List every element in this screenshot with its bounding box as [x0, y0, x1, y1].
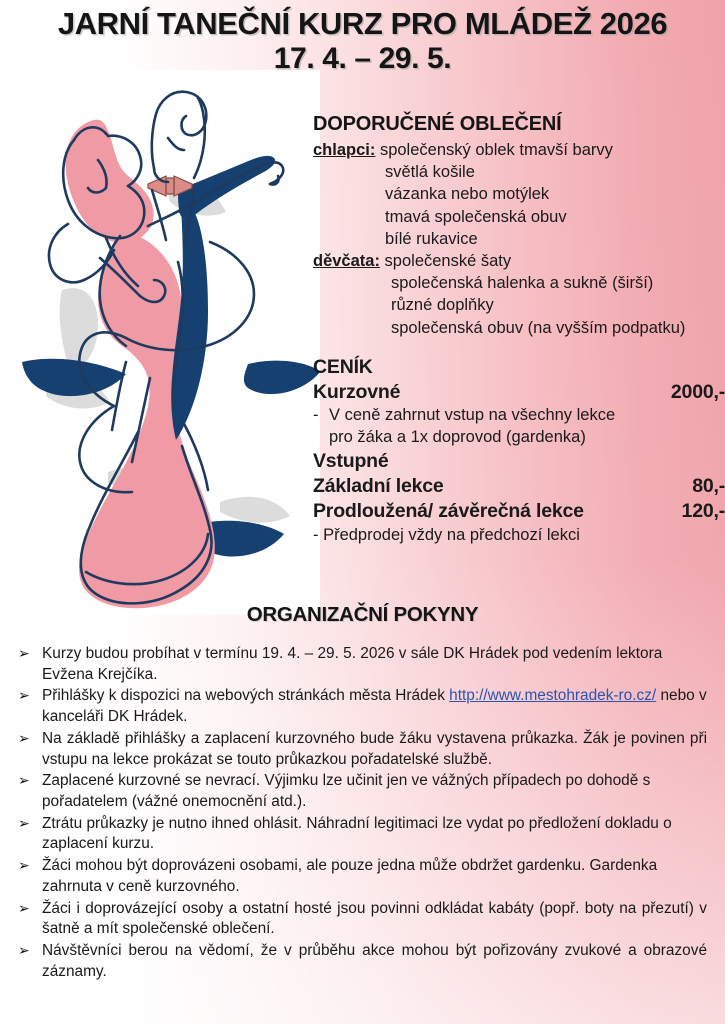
clothing-heading: DOPORUČENÉ OBLEČENÍ [313, 113, 562, 135]
list-item [0, 941, 725, 982]
list-item-pre: Zaplacené kurzovné se nevrací. Výjimku lze učinit jen ve vážných případech po dohodě s pořadatelem (vážné onemocnění atd.). [42, 772, 651, 811]
page-subtitle-dates: 17. 4. – 29. 5. [273, 41, 452, 75]
pricing-extended-lesson-row [313, 499, 725, 524]
list-item-post: nebo v kanceláři DK Hrádek. [42, 687, 707, 726]
arrow-bullet-icon: ➢ [18, 814, 30, 831]
arrow-bullet-icon: ➢ [18, 942, 30, 959]
list-item [0, 686, 725, 727]
list-item [0, 856, 725, 897]
pricing-course-fee-row [313, 380, 725, 405]
list-item-text [42, 814, 725, 855]
clothing-boys-label: chlapci: [313, 141, 376, 159]
list-item [0, 899, 725, 940]
pricing-section [313, 355, 725, 547]
list-item-text [42, 941, 725, 982]
list-item [0, 644, 725, 685]
arrow-bullet-icon: ➢ [18, 729, 30, 746]
pricing-extended-lesson-label: Prodloužená/ závěrečná lekce [313, 500, 584, 523]
clothing-boys-item-row: bílé rukavice [385, 229, 478, 248]
organizational-section [0, 603, 725, 984]
arrow-bullet-icon: ➢ [18, 772, 30, 789]
list-item-pre: Ztrátu průkazky je nutno ihned ohlásit. Náhradní legitimaci lze vydat po předložení dokladu o zaplacení kurzu. [42, 814, 672, 853]
arrow-bullet-icon: ➢ [18, 857, 30, 874]
pricing-spacer [400, 380, 671, 405]
list-item-text [42, 899, 725, 940]
pricing-course-note-line-2 [313, 427, 725, 449]
clothing-girls-item-row: různé doplňky [391, 296, 494, 315]
list-item-text [42, 771, 725, 812]
list-item-text [42, 729, 725, 770]
clothing-boys-item-row: světlá košile [385, 163, 475, 182]
woman-back-arm [49, 224, 84, 282]
list-item [0, 771, 725, 812]
arrow-bullet-icon: ➢ [18, 687, 30, 704]
poster-header [0, 6, 725, 77]
pricing-spacer [444, 474, 693, 499]
list-item-pre: Žáci mohou být doprovázeni osobami, ale pouze jedna může obdržet gardenku. Gardenka zahrnuta v ceně kurzovného. [42, 857, 658, 895]
list-item [0, 814, 725, 855]
dancing-couple-illustration [2, 72, 320, 612]
pricing-basic-lesson-row [313, 474, 725, 499]
clothing-girls-item-row: společenská halenka a sukně (širší) [391, 274, 654, 293]
list-item-pre: Na základě přihlášky a zaplacení kurzovného bude žáku vystavena průkazka. Žák je povinen při vstupu na lekce prokázat se touto průkazkou pořadatelské službě. [42, 729, 707, 768]
pricing-heading: CENÍK [313, 355, 373, 378]
pricing-note-dash: - [313, 405, 319, 424]
pricing-course-fee-value: 2000,- [670, 380, 725, 403]
pricing-note-text: V ceně zahrnut vstup na všechny lekce [329, 405, 616, 424]
organizational-heading: ORGANIZAČNÍ POKYNY [246, 603, 479, 626]
list-item-pre: Kurzy budou probíhat v termínu 19. 4. – 29. 5. 2026 v sále DK Hrádek pod vedením lektora Evžena Krejčíka. [42, 645, 663, 683]
clothing-girls-label: děvčata: [313, 251, 380, 270]
clothing-boys-item-row: tmavá společenská obuv [385, 207, 567, 226]
clothing-girls-item-0: společenské šaty [384, 251, 512, 270]
list-item-text [42, 856, 725, 897]
list-item [0, 729, 725, 770]
pricing-entry-heading: Vstupné [313, 449, 389, 472]
clothing-girls-item-row: společenská obuv (na vyšším podpatku) [391, 318, 686, 337]
pricing-basic-lesson-value: 80,- [692, 474, 725, 497]
page-title: JARNÍ TANEČNÍ KURZ PRO MLÁDEŽ 2026 [57, 6, 668, 41]
organizational-list [0, 644, 725, 983]
pricing-course-note-line-1 [313, 405, 725, 427]
list-item-pre: Žáci i doprovázející osoby a ostatní hosté jsou povinni odkládat kabáty (popř. boty na přezutí) v šatně a mít společenské oblečení. [42, 899, 707, 938]
list-item-pre: Návštěvníci berou na vědomí, že v průběhu akce mohou být pořizovány zvukové a obrazové záznamy. [42, 942, 707, 980]
man-head-outline [152, 92, 206, 168]
pricing-basic-lesson-label: Základní lekce [313, 474, 444, 497]
list-item-text [42, 644, 725, 685]
pricing-presale-note: - Předprodej vždy na předchozí lekci [313, 525, 580, 544]
clothing-boys-item-0: společenský oblek tmavší barvy [379, 141, 613, 159]
website-link[interactable]: http://www.mestohradek-ro.cz/ [449, 687, 657, 705]
list-item-pre: Přihlášky k dispozici na webových stránkách města Hrádek [42, 687, 450, 705]
clothing-girls-first-row [313, 250, 725, 272]
clothing-list [313, 139, 725, 339]
pricing-extended-lesson-value: 120,- [681, 500, 725, 523]
list-item-text [42, 686, 725, 727]
clothing-boys-first-row [313, 139, 725, 161]
pricing-note-text: pro žáka a 1x doprovod (gardenka) [329, 427, 586, 446]
arrow-bullet-icon: ➢ [18, 645, 30, 661]
arrow-bullet-icon: ➢ [18, 899, 30, 916]
pricing-course-fee-label: Kurzovné [313, 380, 401, 403]
right-content-column [313, 112, 725, 546]
clothing-boys-item-row: vázanka nebo motýlek [385, 185, 550, 204]
